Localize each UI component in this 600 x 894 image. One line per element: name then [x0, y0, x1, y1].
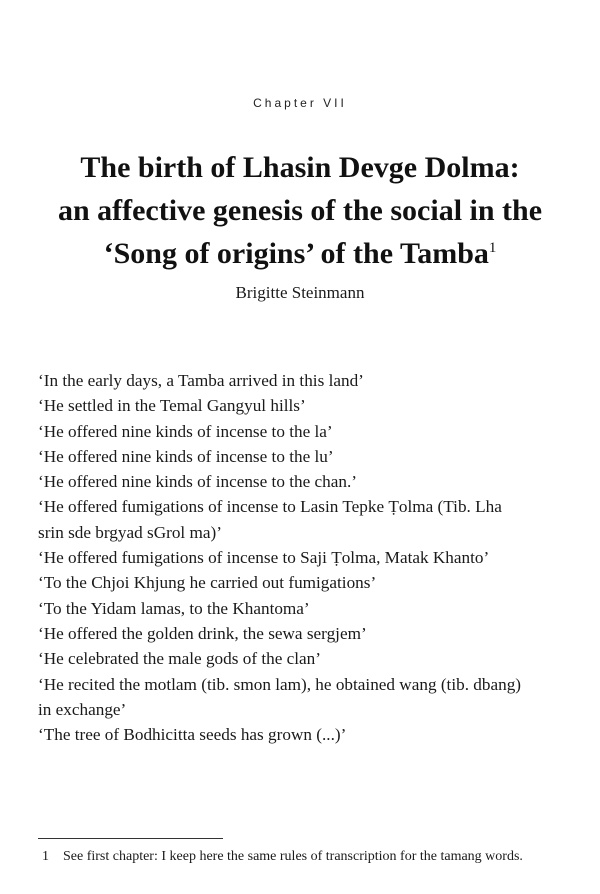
author-name: Brigitte Steinmann — [235, 283, 365, 302]
chapter-label: Chapter VII — [253, 96, 347, 110]
verse-line: ‘He settled in the Temal Gangyul hills’ — [38, 396, 306, 416]
verse-line: ‘He offered fumigations of incense to Saji Ṭolma, Matak Khanto’ — [38, 548, 490, 568]
verse-line: ‘To the Yidam lamas, to the Khantoma’ — [38, 598, 310, 618]
verse-line-continuation: srin sde brgyad sGrol ma)’ — [38, 522, 222, 542]
title-line-1: The birth of Lhasin Devge Dolma: — [80, 151, 520, 184]
verse-line: ‘He offered nine kinds of incense to the lu’ — [38, 446, 334, 466]
verse-line: ‘In the early days, a Tamba arrived in this land’ — [38, 371, 364, 390]
verse-line: ‘He offered nine kinds of incense to the la’ — [38, 421, 333, 441]
verse-line: ‘He offered the golden drink, the sewa sergjem’ — [38, 623, 367, 643]
verse-line: ‘He offered nine kinds of incense to the chan.’ — [38, 472, 357, 492]
footnote-text: See first chapter: I keep here the same rules of transcription for the tamang words. — [63, 849, 523, 864]
verse-line: ‘To the Chjoi Khjung he carried out fumigations’ — [38, 573, 377, 593]
title-line-3 — [30, 232, 570, 275]
verse-line: ‘He offered fumigations of incense to Lasin Tepke Ṭolma (Tib. Lha — [38, 497, 502, 517]
title-line-2: an affective genesis of the social in the — [57, 194, 543, 227]
footnote-divider — [38, 838, 223, 839]
title-footnote-marker: 1 — [488, 240, 497, 256]
verse-line: ‘He recited the motlam (tib. smon lam), he obtained wang (tib. dbang) — [38, 674, 522, 694]
chapter-title — [30, 146, 570, 275]
verse-line: ‘The tree of Bodhicitta seeds has grown (...)’ — [38, 725, 347, 745]
footnote-number: 1 — [42, 849, 49, 864]
verse-line-continuation: in exchange’ — [38, 699, 127, 719]
title-line-3-text: ‘Song of origins’ of the Tamba — [103, 237, 489, 270]
verse-line: ‘He celebrated the male gods of the clan’ — [38, 649, 321, 669]
footnote — [42, 846, 582, 868]
song-verses — [38, 368, 583, 747]
